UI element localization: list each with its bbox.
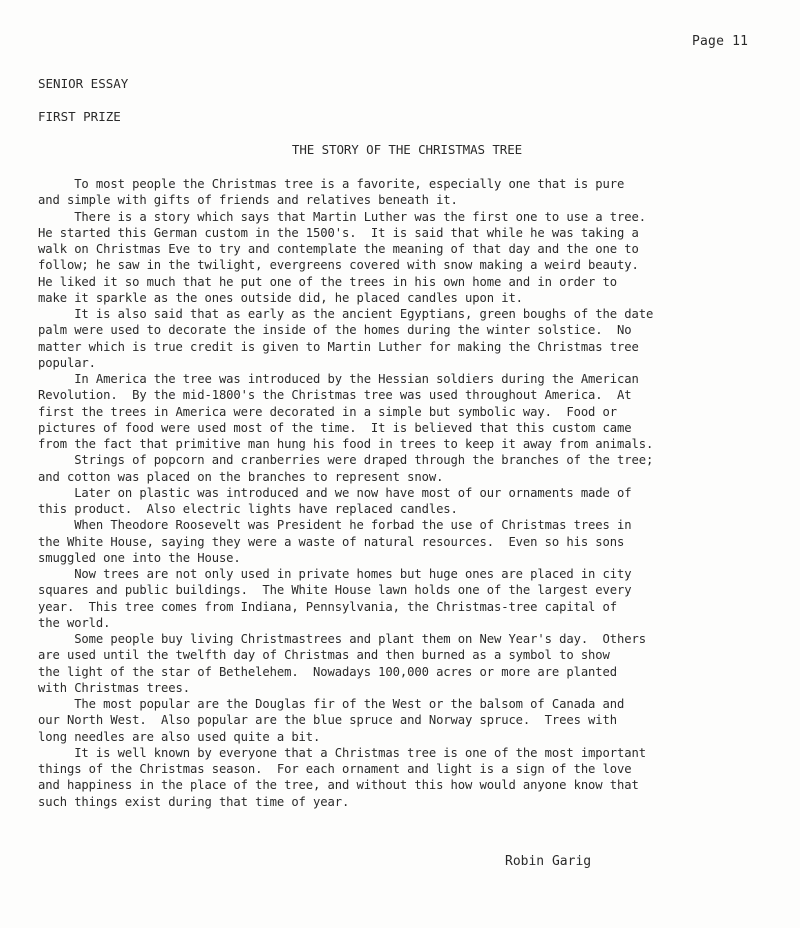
- essay-line: with Christmas trees.: [38, 680, 190, 695]
- essay-line: It is well known by everyone that a Christmas tree is one of the most important: [38, 745, 646, 760]
- essay-line: Some people buy living Christmastrees and plant them on New Year's day. Others: [38, 632, 646, 646]
- essay-line: palm were used to decorate the inside of the homes during the winter solstice. No: [38, 323, 632, 338]
- essay-line: the world.: [38, 615, 111, 630]
- essay-line: In America the tree was introduced by the Hessian soldiers during the American: [38, 372, 639, 386]
- essay-line: He liked it so much that he put one of the trees in his own home and in order to: [38, 274, 618, 289]
- essay-line: When Theodore Roosevelt was President he forbad the use of Christmas trees in: [38, 518, 632, 533]
- essay-line: Now trees are not only used in private homes but huge ones are placed in city: [38, 567, 632, 581]
- essay-title: THE STORY OF THE CHRISTMAS TREE: [291, 142, 523, 157]
- essay-line: walk on Christmas Eve to try and contemplate the meaning of that day and the one to: [38, 242, 639, 256]
- essay-line: from the fact that primitive man hung his food in trees to keep it away from animals.: [38, 437, 654, 451]
- essay-line: long needles are also used quite a bit.: [38, 729, 321, 744]
- essay-line: and happiness in the place of the tree, and without this how would anyone know that: [38, 778, 639, 793]
- essay-line: follow; he saw in the twilight, evergreens covered with snow making a weird beauty.: [38, 258, 639, 273]
- essay-line: Revolution. By the mid-1800's the Christmas tree was used throughout America. At: [38, 388, 632, 403]
- essay-category-label: SENIOR ESSAY: [38, 76, 129, 91]
- essay-line: It is also said that as early as the ancient Egyptians, green boughs of the date: [38, 307, 654, 321]
- essay-line: such things exist during that time of year.: [38, 794, 350, 809]
- essay-line: Later on plastic was introduced and we now have most of our ornaments made of: [38, 485, 632, 500]
- page-number: Page 11: [692, 34, 749, 49]
- essay-line: pictures of food were used most of the time. It is believed that this custom came: [38, 420, 632, 435]
- essay-line: make it sparkle as the ones outside did, he placed candles upon it.: [38, 290, 523, 305]
- essay-line: year. This tree comes from Indiana, Pennsylvania, the Christmas-tree capital of: [38, 599, 618, 614]
- prize-label: FIRST PRIZE: [38, 109, 121, 124]
- essay-line: smuggled one into the House.: [38, 550, 241, 565]
- essay-line: There is a story which says that Martin Luther was the first one to use a tree.: [38, 209, 646, 224]
- essay-line: squares and public buildings. The White House lawn holds one of the largest every: [38, 583, 632, 598]
- essay-line: the White House, saying they were a waste of natural resources. Even so his sons: [38, 534, 625, 549]
- essay-line: To most people the Christmas tree is a favorite, especially one that is pure: [38, 177, 625, 191]
- essay-line: The most popular are the Douglas fir of the West or the balsom of Canada and: [38, 697, 625, 711]
- essay-line: first the trees in America were decorated in a simple but symbolic way. Food or: [38, 404, 618, 419]
- essay-line: are used until the twelfth day of Christmas and then burned as a symbol to show: [38, 648, 610, 663]
- essay-line: and simple with gifts of friends and relatives beneath it.: [38, 193, 458, 208]
- essay-line: this product. Also electric lights have replaced candles.: [38, 502, 458, 516]
- essay-line: matter which is true credit is given to Martin Luther for making the Christmas tree: [38, 339, 639, 354]
- essay-line: our North West. Also popular are the blue spruce and Norway spruce. Trees with: [38, 713, 618, 728]
- author-signature: Robin Garig: [505, 854, 592, 869]
- essay-line: Strings of popcorn and cranberries were draped through the branches of the tree;: [38, 453, 654, 468]
- essay-line: things of the Christmas season. For each ornament and light is a sign of the love: [38, 762, 632, 776]
- essay-line: popular.: [38, 355, 96, 370]
- essay-body: [38, 176, 768, 810]
- essay-line: He started this German custom in the 1500's. It is said that while he was taking a: [38, 225, 639, 240]
- essay-line: the light of the star of Bethelehem. Nowadays 100,000 acres or more are planted: [38, 664, 618, 679]
- essay-line: and cotton was placed on the branches to represent snow.: [38, 469, 444, 484]
